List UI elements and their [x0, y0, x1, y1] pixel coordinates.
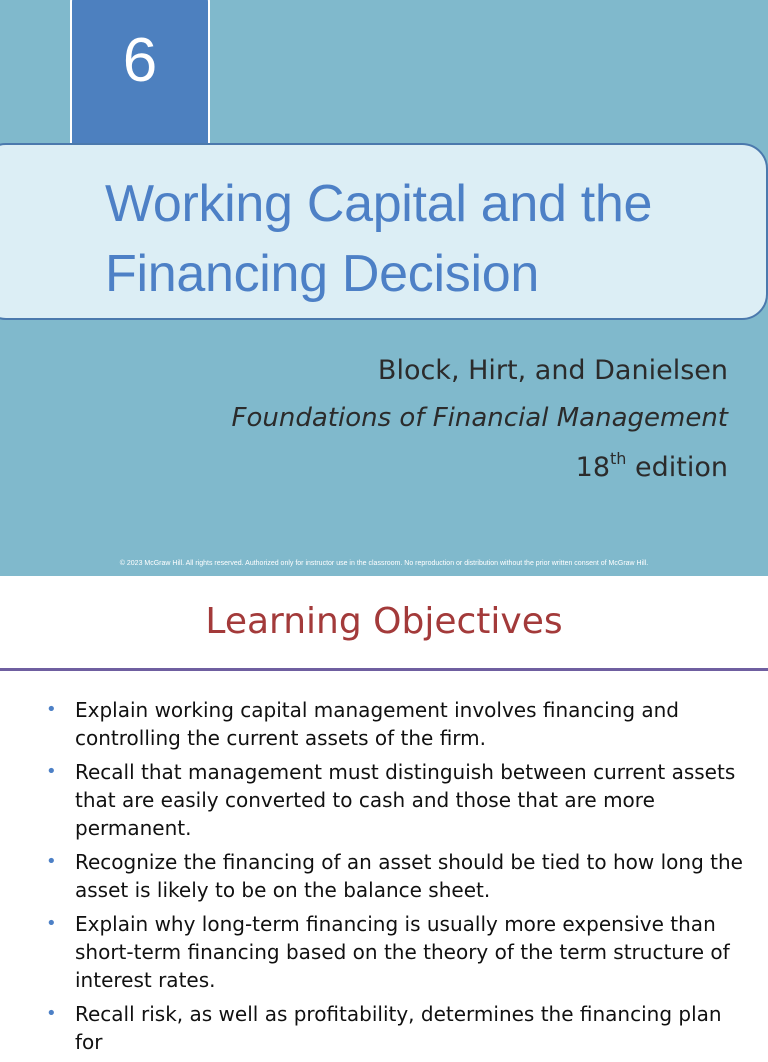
bullet-icon: • — [46, 851, 57, 872]
chapter-tab — [70, 0, 210, 160]
slide-title-line-2: Financing Decision — [105, 245, 539, 303]
objective-text: Explain why long-term financing is usually more expensive than short-term financing based on the theory of the term structure of interest rates. — [75, 912, 730, 992]
edition-word: edition — [626, 452, 728, 483]
objective-text: Recall that management must distinguish between current assets that are easily converted to cash and those that are more permanent. — [75, 760, 736, 840]
list-item — [46, 1000, 746, 1056]
learning-objectives-slide — [0, 586, 768, 1054]
book-title: Foundations of Financial Management — [231, 403, 728, 433]
list-item — [46, 696, 746, 752]
objectives-list — [46, 696, 746, 1062]
edition-suffix: th — [610, 449, 627, 468]
bullet-icon: • — [46, 913, 57, 934]
bullet-icon: • — [46, 699, 57, 720]
chapter-number: 6 — [122, 26, 158, 95]
objective-text: Explain working capital management involves financing and controlling the current assets of the firm. — [75, 698, 679, 750]
objective-text: Recognize the financing of an asset should be tied to how long the asset is likely to be on the balance sheet. — [75, 850, 743, 902]
list-item — [46, 758, 746, 842]
list-item — [46, 910, 746, 994]
heading-divider — [0, 668, 768, 671]
objective-text: Recall risk, as well as profitability, determines the financing plan for — [75, 1002, 722, 1054]
copyright-notice: © 2023 McGraw Hill. All rights reserved. Authorized only for instructor use in the classroom. No reproduction or distribution without the prior written consent of McGraw Hill. — [119, 560, 649, 567]
list-item — [46, 848, 746, 904]
edition — [575, 449, 728, 483]
bullet-icon: • — [46, 761, 57, 782]
slide-title-line-1: Working Capital and the — [105, 175, 653, 233]
learning-objectives-heading: Learning Objectives — [205, 601, 563, 642]
authors: Block, Hirt, and Danielsen — [377, 355, 728, 386]
edition-number: 18 — [575, 452, 611, 483]
bullet-icon: • — [46, 1003, 57, 1024]
